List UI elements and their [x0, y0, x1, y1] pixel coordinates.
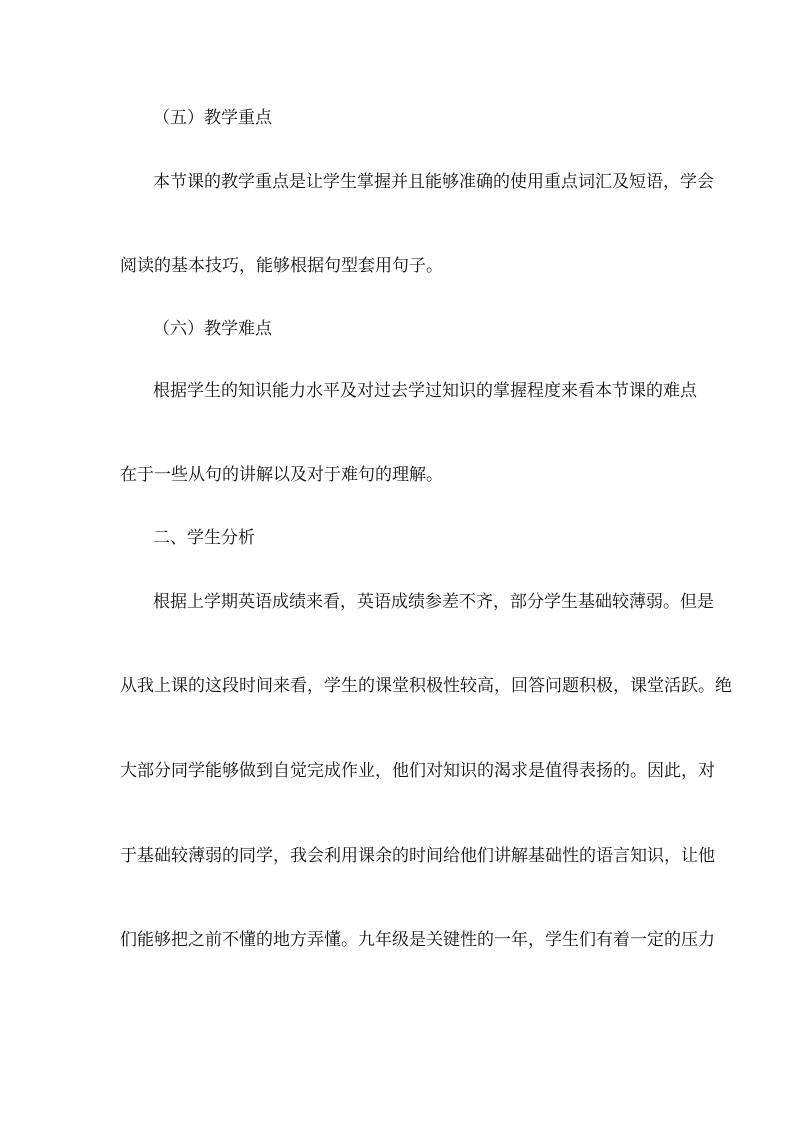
heading-teaching-difficulty: （六）教学难点 [153, 319, 272, 339]
paragraph-analysis-line-3: 大部分同学能够做到自觉完成作业，他们对知识的渴求是值得表扬的。因此，对 [120, 761, 715, 781]
paragraph-difficulty-line-1: 根据学生的知识能力水平及对过去学过知识的掌握程度来看本节课的难点 [153, 381, 697, 401]
paragraph-focus-line-2: 阅读的基本技巧，能够根据句型套用句子。 [120, 256, 443, 276]
heading-teaching-focus: （五）教学重点 [153, 108, 272, 128]
paragraph-analysis-line-5: 们能够把之前不懂的地方弄懂。九年级是关键性的一年，学生们有着一定的压力 [120, 930, 715, 950]
paragraph-analysis-line-4: 于基础较薄弱的同学，我会利用课余的时间给他们讲解基础性的语言知识，让他 [120, 846, 715, 866]
paragraph-analysis-line-2: 从我上课的这段时间来看，学生的课堂积极性较高，回答问题积极，课堂活跃。绝 [120, 676, 732, 696]
paragraph-focus-line-1: 本节课的教学重点是让学生掌握并且能够准确的使用重点词汇及短语，学会 [153, 172, 714, 192]
paragraph-difficulty-line-2: 在于一些从句的讲解以及对于难句的理解。 [120, 465, 443, 485]
paragraph-analysis-line-1: 根据上学期英语成绩来看，英语成绩参差不齐，部分学生基础较薄弱。但是 [153, 592, 714, 612]
heading-student-analysis: 二、学生分析 [153, 528, 255, 548]
